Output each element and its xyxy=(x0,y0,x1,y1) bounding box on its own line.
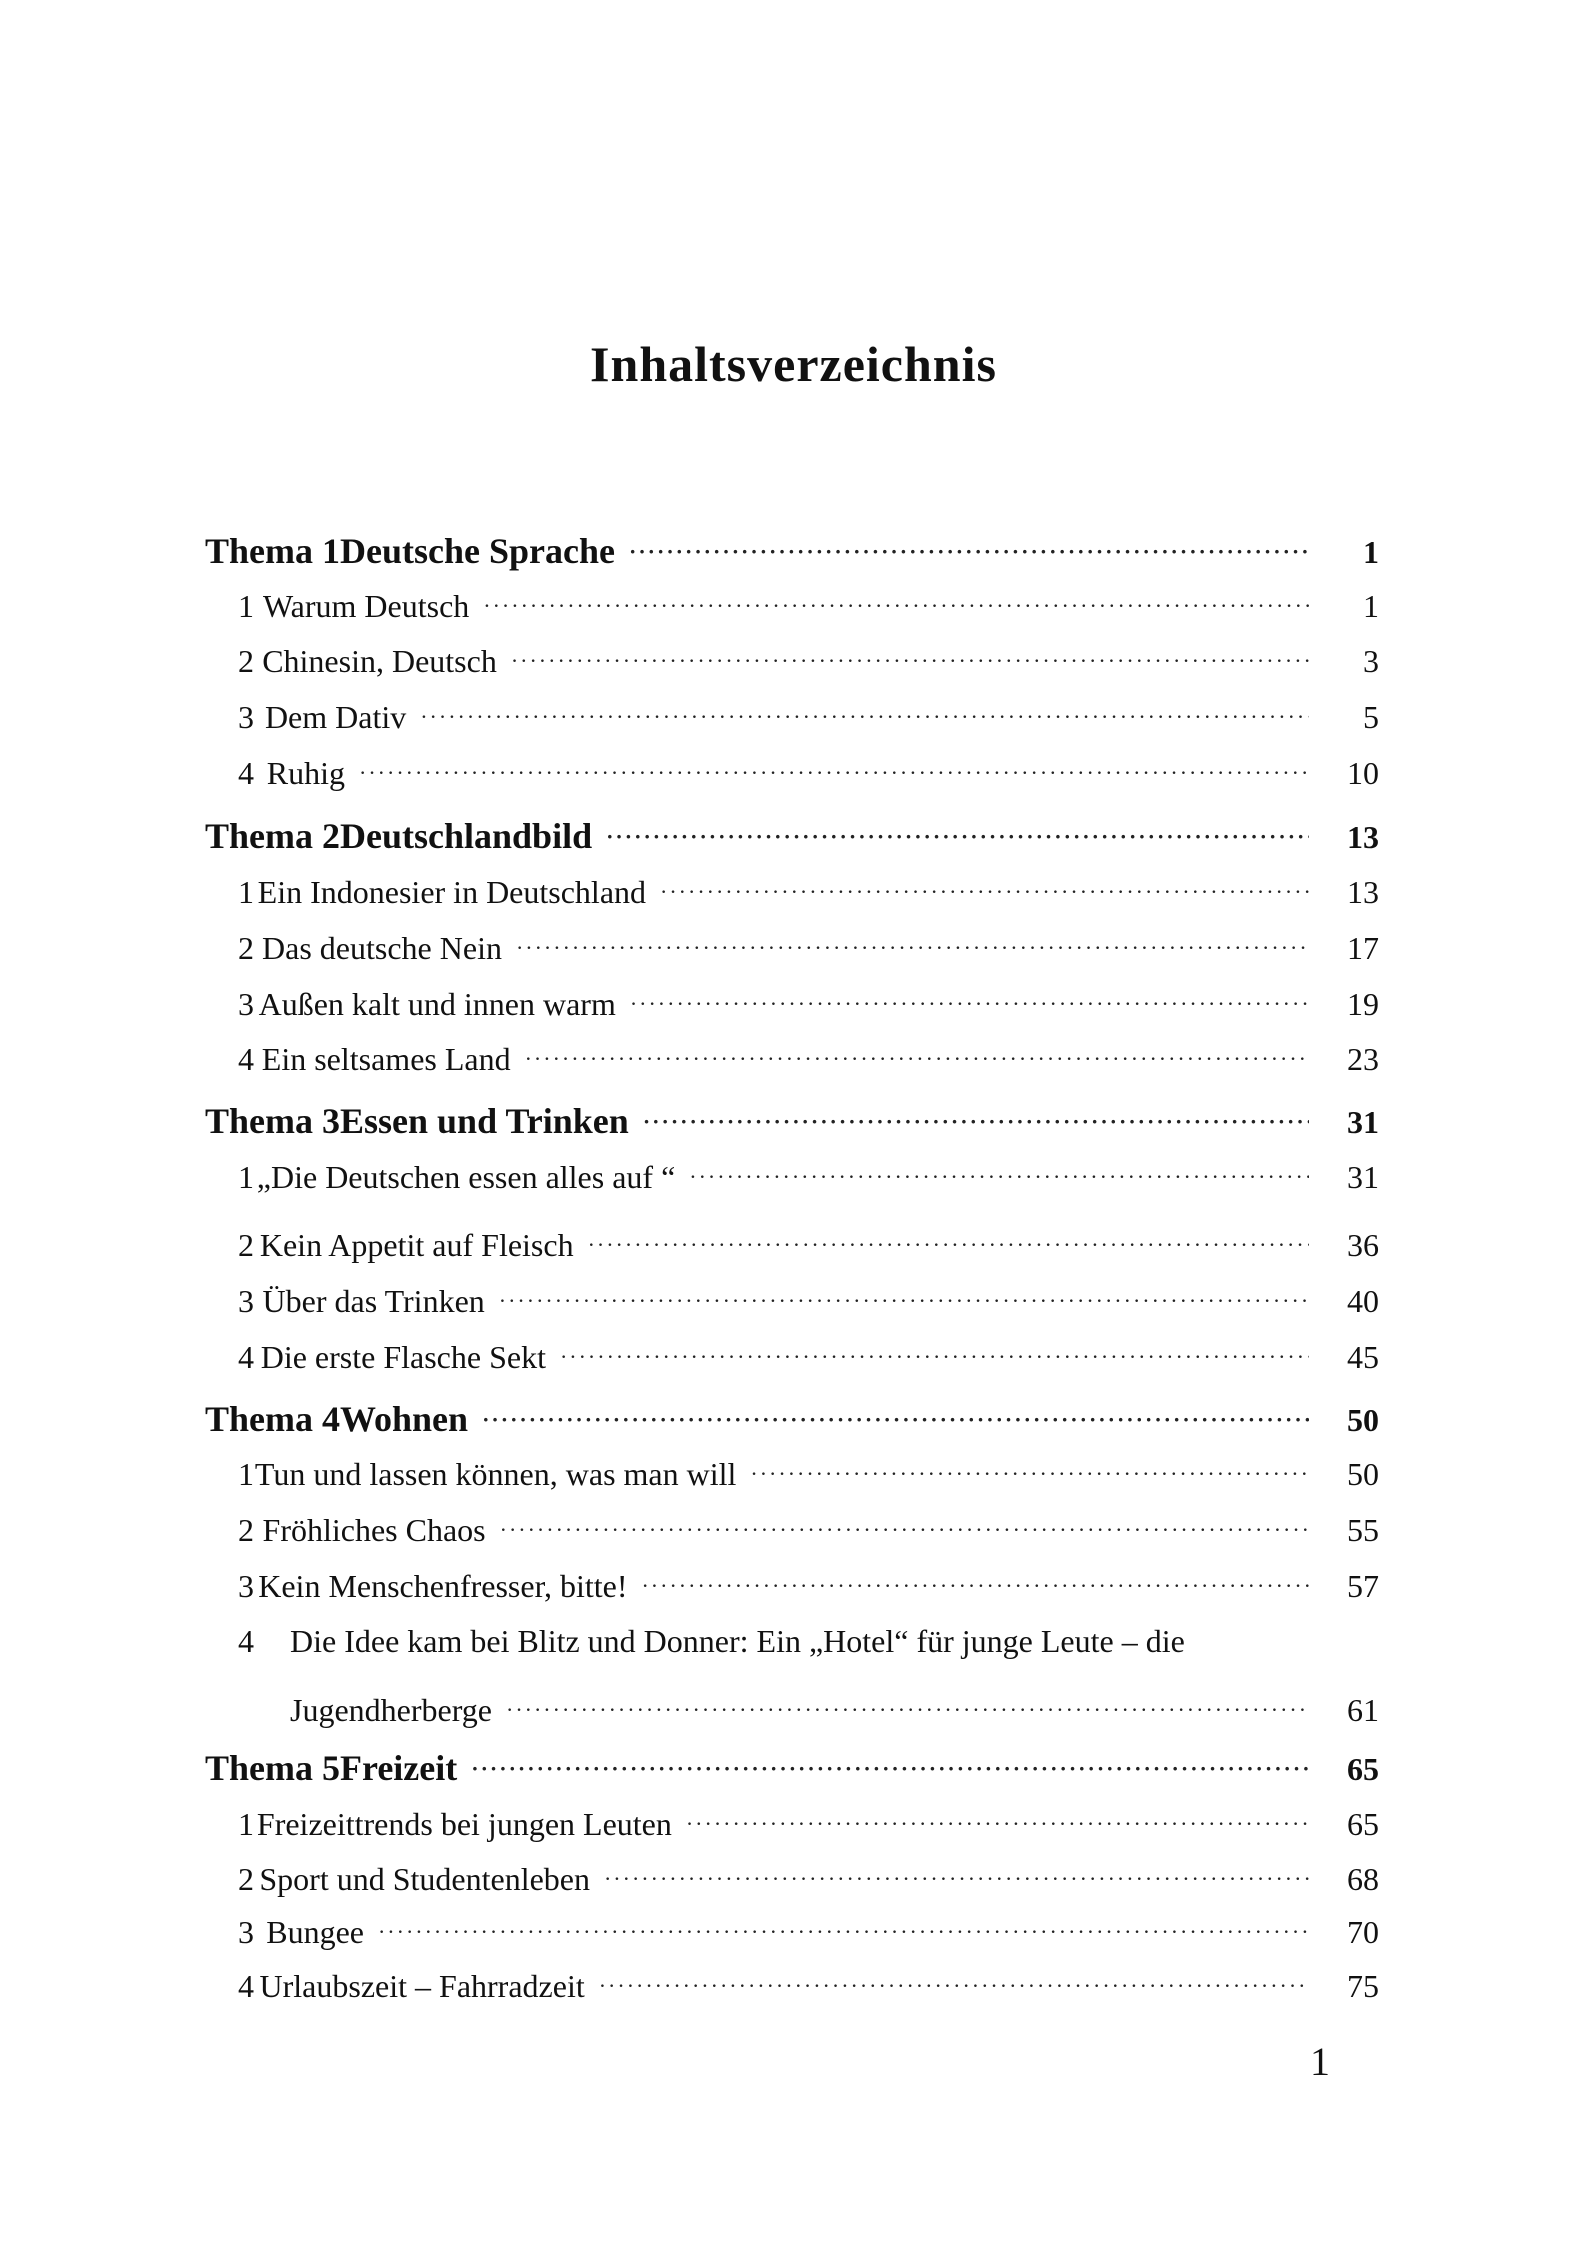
entry-number: 3 xyxy=(238,1283,254,1319)
entry-number: 2 xyxy=(238,1227,254,1263)
entry-page-number: 75 xyxy=(1347,1968,1379,2004)
toc-entry[interactable] xyxy=(238,1339,1379,1389)
entry-title: Tun und lassen können, was man will xyxy=(254,1456,737,1492)
entry-number: 1 xyxy=(238,1806,254,1842)
dot-leader xyxy=(482,1394,1309,1436)
entry-page-number: 5 xyxy=(1363,699,1379,735)
toc-entry-multiline[interactable] xyxy=(238,1623,1379,1673)
dot-leader xyxy=(378,1910,1309,1947)
entry-title: Freizeittrends bei jungen Leuten xyxy=(256,1806,672,1842)
page-number: 1 xyxy=(1310,2039,1330,2084)
entry-title: Dem Dativ xyxy=(264,699,407,735)
entry-title: Die erste Flasche Sekt xyxy=(260,1339,546,1375)
entry-page-number: 31 xyxy=(1347,1159,1379,1195)
toc-entry[interactable] xyxy=(238,1806,1379,1856)
entry-title: Urlaubszeit – Fahrradzeit xyxy=(259,1968,585,2004)
entry-page-number: 19 xyxy=(1347,986,1379,1022)
section-page-number: 31 xyxy=(1347,1104,1379,1140)
entry-title: Bungee xyxy=(266,1914,364,1950)
toc-entry[interactable] xyxy=(238,1159,1379,1209)
dot-leader xyxy=(643,1096,1309,1138)
entry-page-number: 57 xyxy=(1347,1568,1379,1604)
section-title: Freizeit xyxy=(340,1748,458,1788)
toc-entry[interactable] xyxy=(238,643,1379,693)
entry-title: Ruhig xyxy=(266,755,346,791)
entry-title: Fröhliches Chaos xyxy=(262,1512,486,1548)
entry-title: Kein Appetit auf Fleisch xyxy=(259,1227,574,1263)
entry-number: 2 xyxy=(238,1512,254,1548)
entry-number: 1 xyxy=(238,588,254,624)
dot-leader xyxy=(516,926,1309,963)
dot-leader xyxy=(588,1223,1309,1260)
entry-number: 3 xyxy=(238,986,254,1022)
entry-page-number: 13 xyxy=(1347,874,1379,910)
dot-leader xyxy=(630,982,1309,1019)
section-page-number: 13 xyxy=(1347,819,1379,855)
toc-entry[interactable] xyxy=(238,1968,1379,2018)
section-page-number: 1 xyxy=(1363,534,1379,570)
toc-entry[interactable] xyxy=(238,1512,1379,1562)
entry-number: 4 xyxy=(238,1968,254,2004)
section-label: Thema 4 xyxy=(205,1399,340,1439)
entry-title: Über das Trinken xyxy=(262,1283,485,1319)
toc-entry[interactable] xyxy=(238,1227,1379,1277)
entry-page-number: 36 xyxy=(1347,1227,1379,1263)
entry-page-number: 45 xyxy=(1347,1339,1379,1375)
toc-entry[interactable] xyxy=(238,874,1379,924)
entry-title: „Die Deutschen essen alles auf “ xyxy=(256,1159,676,1195)
entry-title: Chinesin, Deutsch xyxy=(262,643,497,679)
entry-page-number: 40 xyxy=(1347,1283,1379,1319)
entry-number: 2 xyxy=(238,643,254,679)
toc-entry[interactable] xyxy=(238,930,1379,980)
toc-section[interactable] xyxy=(205,1747,1379,1797)
entry-page-number: 61 xyxy=(1347,1692,1379,1728)
toc-entry[interactable] xyxy=(238,1568,1379,1618)
toc-entry[interactable] xyxy=(238,1041,1379,1091)
dot-leader xyxy=(471,1743,1309,1785)
entry-number: 4 xyxy=(238,1041,254,1077)
entry-number: 2 xyxy=(238,1861,254,1897)
dot-leader xyxy=(660,870,1309,907)
entry-page-number: 55 xyxy=(1347,1512,1379,1548)
dot-leader xyxy=(641,1564,1309,1601)
entry-title: Das deutsche Nein xyxy=(262,930,502,966)
entry-page-number: 70 xyxy=(1347,1914,1379,1950)
dot-leader xyxy=(500,1508,1309,1545)
entry-number: 1 xyxy=(238,1456,254,1492)
dot-leader xyxy=(560,1335,1309,1372)
entry-number: 3 xyxy=(238,1914,254,1950)
dot-leader xyxy=(525,1037,1309,1074)
section-title: Deutsche Sprache xyxy=(340,531,615,571)
dot-leader xyxy=(359,751,1309,788)
section-label: Thema 5 xyxy=(205,1748,340,1788)
entry-page-number: 23 xyxy=(1347,1041,1379,1077)
dot-leader xyxy=(750,1452,1309,1489)
dot-leader xyxy=(604,1857,1309,1894)
section-label: Thema 3 xyxy=(205,1101,340,1141)
toc-entry[interactable] xyxy=(238,986,1379,1036)
entry-number: 1 xyxy=(238,874,254,910)
entry-title: Ein Indonesier in Deutschland xyxy=(257,874,647,910)
toc-entry[interactable] xyxy=(238,1456,1379,1506)
entry-number: 3 xyxy=(238,699,254,735)
section-title: Deutschlandbild xyxy=(340,816,593,856)
entry-title: Außen kalt und innen warm xyxy=(258,986,616,1022)
toc-entry[interactable] xyxy=(238,1861,1379,1911)
entry-title-line-1: Die Idee kam bei Blitz und Donner: Ein „Hotel“ für junge Leute – die xyxy=(290,1623,1185,1659)
entry-page-number: 17 xyxy=(1347,930,1379,966)
entry-title: Sport und Studentenleben xyxy=(259,1861,590,1897)
section-title: Wohnen xyxy=(340,1399,469,1439)
entry-number: 4 xyxy=(238,1339,254,1375)
entry-number: 3 xyxy=(238,1568,254,1604)
dot-leader xyxy=(629,526,1309,568)
entry-number: 1 xyxy=(238,1159,254,1195)
section-title: Essen und Trinken xyxy=(340,1101,629,1141)
toc-section[interactable] xyxy=(205,1100,1379,1150)
entry-page-number: 65 xyxy=(1347,1806,1379,1842)
toc-entry-continuation[interactable] xyxy=(290,1692,1379,1742)
entry-title: Warum Deutsch xyxy=(263,588,470,624)
entry-page-number: 10 xyxy=(1347,755,1379,791)
dot-leader xyxy=(420,695,1309,732)
toc-entry[interactable] xyxy=(238,1914,1379,1964)
toc-section[interactable] xyxy=(205,530,1379,580)
entry-number: 4 xyxy=(238,1623,254,1659)
dot-leader xyxy=(483,584,1309,621)
entry-page-number: 50 xyxy=(1347,1456,1379,1492)
page-title: Inhaltsverzeichnis xyxy=(590,336,997,392)
entry-title: Kein Menschenfresser, bitte! xyxy=(258,1568,628,1604)
entry-number: 2 xyxy=(238,930,254,966)
toc-section[interactable] xyxy=(205,1398,1379,1448)
dot-leader xyxy=(506,1688,1309,1725)
entry-number: 4 xyxy=(238,755,254,791)
section-page-number: 65 xyxy=(1347,1751,1379,1787)
dot-leader xyxy=(686,1802,1309,1839)
toc-entry[interactable] xyxy=(238,755,1379,805)
entry-title-line-2: Jugendherberge xyxy=(290,1692,492,1728)
dot-leader xyxy=(606,811,1309,853)
toc-section[interactable] xyxy=(205,815,1379,865)
entry-page-number: 3 xyxy=(1363,643,1379,679)
entry-page-number: 1 xyxy=(1363,588,1379,624)
dot-leader xyxy=(689,1155,1309,1192)
section-page-number: 50 xyxy=(1347,1402,1379,1438)
dot-leader xyxy=(499,1279,1309,1316)
entry-title: Ein seltsames Land xyxy=(261,1041,511,1077)
entry-page-number: 68 xyxy=(1347,1861,1379,1897)
toc-entry[interactable] xyxy=(238,588,1379,638)
dot-leader xyxy=(599,1964,1309,2001)
toc-entry[interactable] xyxy=(238,1283,1379,1333)
dot-leader xyxy=(511,639,1309,676)
section-label: Thema 2 xyxy=(205,816,340,856)
toc-entry[interactable] xyxy=(238,699,1379,749)
section-label: Thema 1 xyxy=(205,531,340,571)
